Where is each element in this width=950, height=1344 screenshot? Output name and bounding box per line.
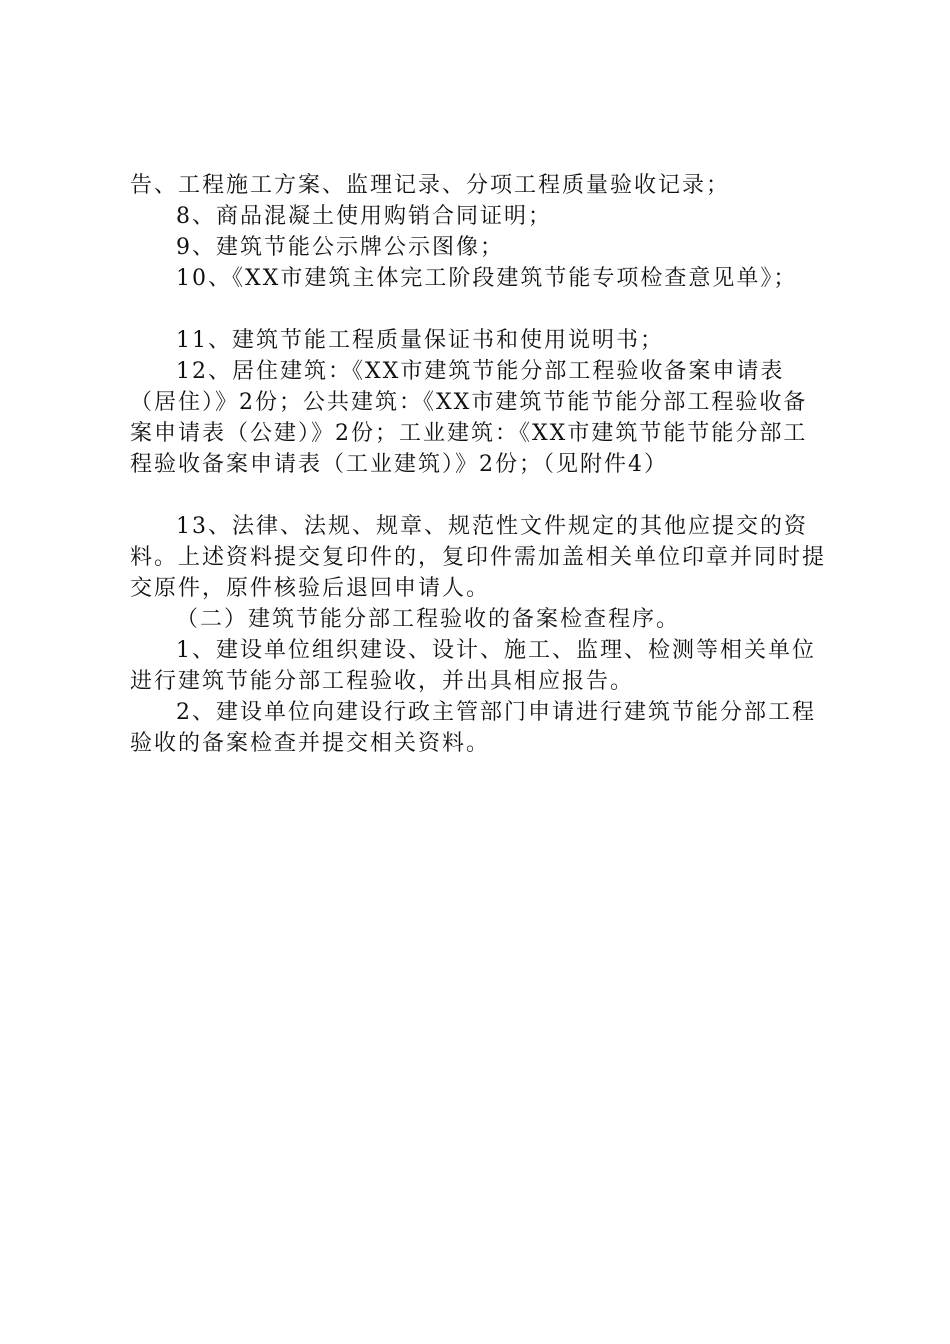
paragraph-step-2: 2、建设单位向建设行政主管部门申请进行建筑节能分部工程验收的备案检查并提交相关资料。 <box>130 700 816 756</box>
section-heading: （二）建筑节能分部工程验收的备案检查程序。 <box>176 607 681 632</box>
paragraph-item-13: 13、法律、法规、规章、规范性文件规定的其他应提交的资料。上述资料提交复印件的，复印件需加盖相关单位印章并同时提交原件，原件核验后退回申请人。 <box>130 514 827 601</box>
paragraph-item-11: 11、建筑节能工程质量保证书和使用说明书； <box>176 328 664 353</box>
paragraph-step-1: 1、建设单位组织建设、设计、施工、监理、检测等相关单位进行建筑节能分部工程验收，并出具相应报告。 <box>130 638 816 694</box>
paragraph-item-10: 10、《XX市建筑主体完工阶段建筑节能专项检查意见单》； <box>176 266 798 291</box>
paragraph-item-12: 12、居住建筑：《XX市建筑节能分部工程验收备案申请表（居住）》2份；公共建筑：《XX市建筑节能节能分部工程验收备案申请表（公建）》2份；工业建筑：《XX市建筑节能节能分部工程验收备案申请表（工业建筑）》2份；（见附件4） <box>130 359 808 477</box>
document-body <box>130 170 830 759</box>
paragraph-item-9: 9、建筑节能公示牌公示图像； <box>176 235 504 260</box>
paragraph-item-8: 8、商品混凝土使用购销合同证明； <box>176 204 552 229</box>
paragraph-continuation: 告、工程施工方案、监理记录、分项工程质量验收记录； <box>130 173 731 198</box>
